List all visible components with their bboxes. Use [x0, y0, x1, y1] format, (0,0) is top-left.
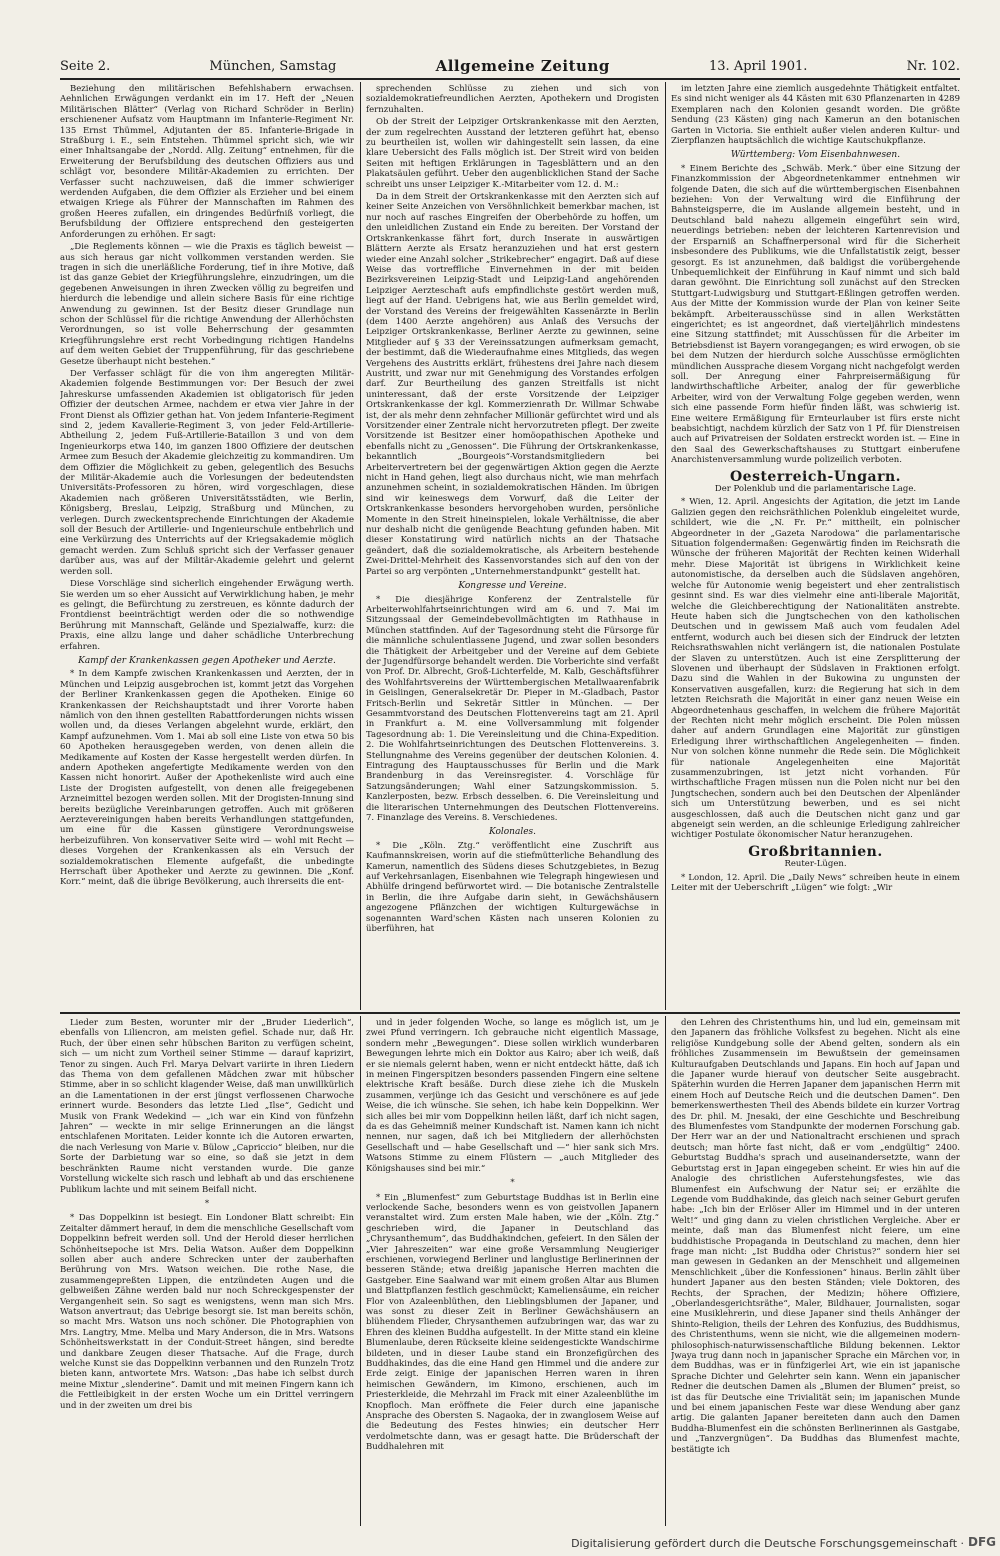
column-1 — [60, 84, 354, 1008]
feuilleton-column-1 — [60, 1018, 354, 1526]
digitization-footer — [0, 1530, 1000, 1556]
funding-notice: Digitalisierung gefördert durch die Deutsche Forschungsgemeinschaft · — [571, 1537, 964, 1550]
column-3 — [671, 84, 960, 1008]
section-heading: Württemberg: Vom Eisenbahnwesen. — [730, 150, 901, 161]
article-paragraph: Ob der Streit der Leipziger Ortskrankenkasse mit den Aerzten, der zum regelrechten Ausstand der letzteren geführt hat, ebenso zu beurtheilen ist, wollen wir dahingestellt sein lassen, da eine klare Uebersicht des Falls möglich ist. Der Streit wird von beiden Seiten mit heftigen Erklärungen in Tagesblättern und an den Plakatsäulen geführt. Ueber den augenblicklichen Stand der Sache schreibt uns unser Leipziger K.-Mitarbeiter vom 12. d. M.: — [366, 117, 659, 190]
article-paragraph: den Lehren des Christenthums hin, und lud ein, gemeinsam mit den Japanern das fröhliche Volksfest zu begehen. Nicht als eine religiöse Kundgebung solle der Abend gelten, sondern als ein fröhliches Zusammensein im Bewußtsein der gemeinsamen Kulturaufgaben Deutschlands und Japans. Ein hoch auf Japan und die Japaner wurde hierauf von deutscher Seite ausgebracht. Späterhin wurden die Herren Japaner dem japanischen Herrn mit einem Hoch auf Deutsche Reich und die deutschen Damen“. Den bemerkenswerthesten Theil des Abends bildete ein kurzer Vortrag des Dr. phil. M. Jnesaki, der eine Geschichte und Beschreibung des Blumenfestes vom Standpunkte der modernen Forschung gab. Der Herr war an der und Nationaltracht erschienen und sprach deutsch; man hörte fast nicht, daß er vom „endgültig“ 2400. Geburtstag Buddha's sprach und auseinandersetzte, wann der Geburtstag erst in Japan eingegeben scheint. Er wies hin auf die Analogie des christlichen Auferstehungsfestes, wie das Blumenfest ein Aufschwung der Natur sei; er erzählte die Legende vom Buddhakinde, das gleich nach seiner Geburt gerufen habe: „Ich bin der Erlöser Aller im Himmel und in der unteren Welt!“ und ging dann zu vielen christlichen Vergleiche. Aber er meinte, daß man das Blumenfest nicht feiere, um eine buddhistische Propaganda in Deutschland zu machen, denn hier frage man nicht: „Ist Buddha oder Christus?“ sondern hier sei man gewesen in Gedanken an der Menschheit und allgemeinen Menschlichkeit „über die Konfessionen“ hinaus. Berlin zählt über hundert Japaner aus den besten Ständen; viele Doktoren, des Rechts, der Sprachen, der Medizin; höhere Offiziere, „Oberlandesgerichtsräthe“, Maler, Bildhauer, Journalisten, sogar eine Musiklehrerin, und diese Japaner sind theils Anhänger der Shinto-Religion, theils der Lehren des Konfuzius, des Buddhismus, des Christenthums, wenn sie nicht, wie die allgemeinen modern-philosophisch-naturwissenschaftliche Bildung bekennen. Lektor Jwaya trug dann noch in japanischer Sprache ein Märchen vor, in dem Buddhas, was er in fünfzigerlei Art, wie ein ist japanische Sprache Dichter und Gelehrter sein kann. Wenn ein japanischer Redner die deutschen Damen als „Blumen der Blumen“ preist, so ist das für Deutsche eine Trivialität sein; im japanischen Munde und bei einem japanischen Feste war diese Wendung aber ganz artig. Die galanten Japaner bereiteten dann auch den Damen Buddha-Blumenfest ein die schönsten Berlinerinnen als Gastgabe, und „Tanzvergnügen“. Da Buddhas das Blumenfest machte, bestätigte ich — [671, 1018, 960, 1455]
article-paragraph: Der Verfasser schlägt für die von ihm angeregten Militär-Akademien folgende Bestimmungen vor: Der Besuch der zwei Jahreskurse umfassenden Akademien ist obligatorisch für jeden Offizier der deutschen Armee, nachdem er etwa vier Jahre in der Front Dienst als Offizier gethan hat. Von jedem Infanterie-Regiment sind 2, jedem Kavallerie-Regiment 3, von jeder Feld-Artillerie-Abtheilung 2, jedem Fuß-Artillerie-Bataillon 3 und von dem Ingenieurkorps etwa 140, im ganzen 1800 Offiziere der deutschen Armee zum Besuch der Akademie gleichzeitig zu kommandiren. Um dem Offizier die Möglichkeit zu geben, gelegentlich des Besuchs der Militär-Akademie auch die Vorlesungen der bedeutendsten Universitäts-Professoren zu hören, wird vorgeschlagen, diese Akademien nach größeren Universitätsstädten, wie Berlin, Königsberg, Breslau, Leipzig, Straßburg und München, zu verlegen. Durch zweckentsprechende Einrichtungen der Akademie soll der Besuch der Artillerie- und Ingenieurschule entbehrlich und eine Verkürzung des Unterrichts auf der Kriegsakademie möglich gemacht werden. Zum Schluß spricht sich der Verfasser genauer darüber aus, was auf der Militär-Akademie gelehrt und gelernt werden soll. — [60, 368, 354, 577]
article-paragraph: * In dem Kampfe zwischen Krankenkassen und Aerzten, der in München und Leipzig ausgebrochen ist, kommt jetzt das Vorgehen der Berliner Krankenkassen gegen die Apotheken. Einige 60 Krankenkassen der Reichshauptstadt und ihrer Vororte haben nämlich von den ihnen gestellten Rabattforderungen nichts wissen wollen und, da dieses Verlangen abgelehnt wurde, erklärt, den Kampf aufzunehmen. Vom 1. Mai ab soll eine Liste von etwa 50 bis 60 Apotheken herausgegeben werden, von denen allein die Medikamente auf Kosten der Kasse hergestellt werden dürfen. In andern Apotheken angefertigte Medikamente werden von den Kassen nicht honorirt. Außer der Apothekenliste wird auch eine Liste der Drogisten aufgestellt, von denen alle freigegebenen Arzneimittel bezogen werden sollen. Mit der Drogisten-Innung sind bereits bezügliche Vereinbarungen getroffen. Auch mit größeren Aerztevereinigungen haben bereits Verhandlungen stattgefunden, um eine für die Kassen günstigere Verordnungsweise herbeizuführen. Von konservativer Seite wird — wohl mit Recht — dieses Vorgehen der Krankenkassen als ein Versuch der sozialdemokratischen Elemente aufgefaßt, die unbedingte Herrschaft über Apotheker und Aerzte zu gewinnen. Die „Konf. Korr.“ meint, daß die übrige Bevölkerung, auch ihrerseits die ent- — [60, 669, 354, 888]
issue-number: Nr. 102. — [906, 58, 960, 74]
article-paragraph: * Wien, 12. April. Angesichts der Agitation, die jetzt im Lande Galizien gegen den reichsräthlichen Polenklub eingeleitet wurde, schildert, wie die „N. Fr. Pr.“ mittheilt, ein polnischer Abgeordneter in der „Gazeta Narodowa“ die parlamentarische Situation folgendermaßen: Gegenwärtig finden im Reichsrath die Wünsche der früheren Majorität der Rechten keinen Widerhall mehr. Diese Majorität ist übrigens in Wirklichkeit keine autonomistische, da derselben auch die Südslaven angehören, welche für Autonomie wenig begeistert und eher zentralistisch gesinnt sind. Es war dies vielmehr eine anti-liberale Majorität, welche die Gleichberechtigung der Nationalitäten anstrebte. Heute haben sich die Jungtschechen von den katholischen Deutschen und in gewissem Maß auch vom feudalen Adel entfernt, wodurch auch bei diesen sich der Eindruck der letzten Reichsrathswahlen nicht verlängern ist, die nationalen Postulate der Slaven zu unterstützen. Auch ist eine Zersplitterung der Slovenen und überhaupt der Südslaven in Fraktionen erfolgt. Dazu sind die Wahlen in der Bukowina zu ungunsten der Konservativen ausgefallen, kurz: die Regierung hat sich in dem letzten Reichsrath die Majorität in einer ganz neuen Weise ein Abgeordnetenhaus geschaffen, in welchem die frühere Majorität der Rechten nicht mehr möglich erscheint. Die Polen müssen daher auf andern Grundlagen eine Majorität zur günstigen Erledigung ihrer wirthschaftlichen Angelegenheiten — finden. Nur von solchen könne nunmehr die Rede sein. Die Möglichkeit für nationale Angelegenheiten eine Majorität zusammenzubringen, ist jetzt nicht vorhanden. Für wirthschaftliche Fragen müssen nun die Polen nicht nur bei den Jungtschechen, sondern auch bei den Deutschen der Alpenländer sich um Unterstützung bewerben, und es sei nicht ausgeschlossen, daß auch die Deutschen nicht ganz und gar abgeneigt sein werden, an die schleunige Erledigung zahlreicher wichtiger Postulate ökonomischer Natur heranzugehen. — [671, 497, 960, 841]
feuilleton-divider-rule — [60, 1012, 960, 1014]
article-paragraph: Beziehung den militärischen Befehlshabern erwachsen. Aehnlichen Erwägungen verdankt ein im 17. Heft der „Neuen Militärischen Blätter“ (Verlag von Richard Schröder in Berlin) erschienener Aufsatz vom Hauptmann im Infanterie-Regiment Nr. 135 Ernst Thümmel, Adjutanten der 85. Infanterie-Brigade in Straßburg i. E., sein Entstehen. Thümmel spricht sich, wie wir einer Inhaltsangabe der „Nordd. Allg. Zeitung“ entnehmen, für die Erweiterung der Berufsbildung des deutschen Offiziers aus und schlägt vor, besondere Militär-Akademien zu errichten. Der Verfasser sucht nachzuweisen, daß die immer schwieriger werdenden Aufgaben, die dem Offizier als Erzieher und bei einem etwaigen Kriege als Führer der Mannschaften im Rahmen des großen Heeres zufallen, ein dringendes Bedürfniß vorliegt, die Berufsbildung der Offiziere entsprechend den gesteigerten Anforderungen zu erhöhen. Er sagt: — [60, 84, 354, 240]
article-paragraph: * London, 12. April. Die „Daily News“ schreiben heute in einem Leiter mit der Ueberschrift „Lügen“ wie folgt: „Wir — [671, 872, 960, 894]
column-divider-4 — [665, 1016, 666, 1526]
article-paragraph: * Die diesjährige Konferenz der Zentralstelle für Arbeiterwohlfahrtseinrichtungen wird am 6. und 7. Mai im Sitzungssaal der Gemeindebevollmächtigten im Rathhause in München stattfinden. Auf der Tagesordnung steht die Fürsorge für die männliche schulentlassene Jugend, und zwar sollen besonders die Thätigkeit der Arbeitgeber und der Vereine auf dem Gebiete der Jugendfürsorge behandelt werden. Die Vorberichte sind verfaßt von Prof. Dr. Albrecht, Groß-Lichterfelde, M. Kalb, Geschäftsführer des Wohlfahrtsvereins der Württembergischen Metallwaarenfabrik in Geislingen, Generalsekretär Dr. Pieper in M.-Gladbach, Pastor Fritsch-Berlin und Sekretär Sittler in München. — Der Gesammtvorstand des Deutschen Flottenvereins tagt am 21. April in Frankfurt a. M. eine Vollversammlung mit folgender Tagesordnung ab: 1. Die Vereinsleitung und die China-Expedition. 2. Die Wohlfahrtseinrichtungen des Deutschen Flottenvereins. 3. Stellungnahme des Vereins gegenüber der deutschen Kolonien. 4. Eintragung des Hauptausschusses für Berlin und die Mark Brandenburg in das Vereinsregister. 4. Vorschläge für Satzungsänderungen; Wahl einer Satzungskommission. 5. Kanzlerposten, bezw. Erbsch desselben. 6. Die Vereinsleitung und die literarischen Unternehmungen des Deutschen Flottenvereins. 7. Finanzlage des Vereins. 8. Verschiedenes. — [366, 594, 659, 824]
dfg-logo: DFG — [967, 1535, 996, 1549]
newspaper-title: Allgemeine Zeitung — [435, 57, 610, 75]
country-heading: Oesterreich-Ungarn. — [729, 468, 902, 485]
article-paragraph: Da in dem Streit der Ortskrankenkasse mit den Aerzten sich auf keiner Seite Anzeichen von Versöhnlichkeit bemerkbar machen, ist nur noch auf rasches Eingreifen der Oberbehörde zu hoffen, um den unleidlichen Zustand ein Ende zu bereiten. Der Vorstand der Ortskrankenkasse fährt fort, durch Inserate in auswärtigen Blättern Aerzte als Ersatz heranzuziehen und hat erst gestern wieder eine Anzahl solcher „Strikebrecher“ engagirt. Daß auf diese Weise das vortreffliche Einvernehmen in der mit beiden Bezirksvereinen Leipzig-Stadt und Leipzig-Land angehörenden Leipziger Aerzteschaft aufs empfindlichste gestört werden muß, liegt auf der Hand. Uebrigens hat, wie aus Berlin gemeldet wird, der Vorstand des Vereins der freigewählten Kassenärzte in Berlin (dem 1400 Aerzte angehören) aus Anlaß des Versuchs der Leipziger Ortskrankenkasse, Berliner Aerzte zu gewinnen, seine Mitglieder auf § 33 der Vereinssatzungen aufmerksam gemacht, der bestimmt, daß die Wiederaufnahme eines Mitglieds, das wegen Vergehens des Austritts erklärt, frühestens drei Jahre nach diesem Austritt, und zwar nur mit Genehmigung des Vorstandes erfolgen darf. Zur Beurtheilung des ganzen Streitfalls ist nicht uninteressant, daß der erste Vorsitzende der Leipziger Ortskrankenkasse der kgl. Kommerzienrath Dr. Willmar Schwabe ist, der als mehr denn zehnfacher Millionär gefürchtet wird und als Vorsitzender einer Zentrale nicht hervorzutreten pflegt. Der zweite Vorsitzende ist Besitzer einer homöopathischen Apotheke und ebenfalls nicht zu „Genossen“. Die Führung der Ortskrankenkasse, bekanntlich „Bourgeois“-Vorstandsmitgliedern bei Arbeitervertretern bei der gegenwärtigen Aktion gegen die Aerzte nicht in Hand gehen, liegt also durchaus nicht, wie man mehrfach anzunehmen scheint, in sozialdemokratischen Händen. Im übrigen sind wir keineswegs dem Vorwurf, daß die Leiter der Ortskrankenkasse besonders hervorgehoben wurden, persönliche Momente in den Streit hineinspielen, lokale Verhältnisse, die aber nur deshalb nicht die genügende Beachtung gefunden haben. Mit dieser Konstatirung wird natürlich nichts an der Thatsache geändert, daß die sozialdemokratische, als Arbeitern bestehende Zwei-Drittel-Mehrheit des Kassenvorstandes sich auf den von der Partei so arg verpönten „Unternehmerstandpunkt“ gestellt hat. — [366, 192, 659, 577]
sub-heading: Reuter-Lügen. — [784, 859, 847, 870]
page-header — [60, 56, 960, 76]
issue-date: 13. April 1901. — [709, 58, 808, 74]
column-divider-1 — [360, 82, 361, 1010]
article-paragraph: Diese Vorschläge sind sicherlich eingehender Erwägung werth. Sie werden um so eher Aussicht auf Verwirklichung haben, je mehr es gelingt, die Befürchtung zu zerstreuen, es könnte dadurch der Frontdienst beeinträchtigt werden oder die so nothwendige Berührung mit Mannschaft, Gelände und Spezialwaffe, kurz: die Praxis, eine allzu lange und daher schädliche Unterbrechung erfahren. — [60, 579, 354, 652]
column-2 — [366, 84, 659, 1008]
article-paragraph: im letzten Jahre eine ziemlich ausgedehnte Thätigkeit entfaltet. Es sind nicht weniger als 44 Kästen mit 630 Pflanzenarten in 4289 Exemplaren nach den Kolonien gesandt worden. Die größte Sendung (23 Kästen) ging nach Kamerun an den botanischen Garten in Victoria. Sie enthielt außer vielen anderen Kultur- und Zierpflanzen hauptsächlich die wichtige Kautschukpflanze. — [671, 84, 960, 147]
article-quote: „Die Reglements können — wie die Praxis es täglich beweist — aus sich heraus gar nicht vollkommen verstanden werden. Sie tragen in sich die unerläßliche Forderung, tief in ihre Motive, daß ist das ganze Gebiet der Kriegführungslehre, einzudringen, um die gegebenen Anweisungen in ihren Zwecken völlig zu begreifen und hierdurch die lebendige und allein sichere Basis für eine richtige Anwendung zu gewinnen. Ist der Besitz dieser Grundlage nun schon der Schlüssel für die richtige Anwendung der Allerhöchsten Verordnungen, so ist volle Beherrschung der gesammten Kriegführungslehre erst recht Vorbedingung richtigen Handelns auf dem weiten Gebiet der Truppenführung, für das geschriebene Gesetze überhaupt nicht bestehen.“ — [60, 242, 354, 367]
section-heading: Kolonales. — [488, 827, 537, 838]
article-paragraph: Lieder zum Besten, worunter mir der „Bruder Liederlich“, ebenfalls von Liliencron, am meisten gefiel. Schade nur, daß Hr. Ruch, der über einen sehr hübschen Bariton zu verfügen scheint, sich — um nicht zum Vortheil seiner Stimme — darauf kaprizirt, Tenor zu singen. Auch Frl. Marya Delvart variirte in ihren Liedern das Thema von dem gefallenen Mädchen zwar mit hübscher Stimme, aber in so schlicht klagender Weise, daß man unwillkürlich an die Lamentationen in der erst jüngst verflossenen Charwoche erinnert wurde. Besonders das letzte Lied „Ilse“, Gedicht und Musik von Frank Wedekind — „ich war ein Kind von fünfzehn Jahren“ — weckte in mir selige Erinnerungen an die längst entschlafenen Moritaten. Leider konnte ich die Autoren erwarten, die nach Verlesung von Marie v. Bülow „Capriccio“ bleiben, nur die Sorte der Darbietung war so eine, so daß sie jetzt in dem beschränkten Raume nicht verstanden wurde. Die ganze Vorstellung wickelte sich rasch und lebhaft ab und das erschienene Publikum lachte und mit seinem Beifall nicht. — [60, 1018, 354, 1195]
article-paragraph: * Einem Berichte des „Schwäb. Merk.“ über eine Sitzung der Finanzkommission der Abgeordnetenkammer entnehmen wir folgende Daten, die sich auf die württembergischen Eisenbahnen beziehen: Von der Verwaltung wird die Einführung der Bahnsteigsperre, die im Auslande allgemein besteht, und in Deutschland bald nahezu allgemein eingeführt sein wird, neuerdings betrieben: neben der leichteren Kartenrevision und der Ersparniß an Schaffnerpersonal wird für die Sicherheit insbesondere des Publikums, wie die Unfallstatistik zeigt, besser gesorgt. Es ist anzunehmen, daß baldigst die vorübergehende Unbequemlichkeit der Einführung in Kauf nimmt und sich bald daran gewöhnt. Die Einrichtung soll zunächst auf den Strecken Stuttgart-Ludwigsburg und Stuttgart-Eßlingen getroffen werden. Aus der Mitte der Kommission wurde der Plan von keiner Seite bekämpft. Arbeiterausschüsse sind in allen Werkstätten eingerichtet; es ist angeordnet, daß vierteljährlich mindestens eine Sitzung stattfindet; mit Ausschüssen für die Arbeiter im Betriebsdienst ist Bayern vorangegangen; es wird erwogen, ob sie bei dem Nutzen der hierdurch solche Ausschüsse ermöglichten mündlichen Aussprache diesem Vorgang nicht nachgefolgt werden soll. Der Anregung einer Fahrpreisermäßigung für landwirthschaftliche Arbeiter, analog der für gewerbliche Arbeiter, wird von der Verwaltung Folge gegeben werden, wenn sich eine passende Form hiefür finden läßt, was schwierig ist. Eine weitere Ermäßigung für Ernteurlauber ist fürs erste nicht beabsichtigt, nachdem kürzlich der Satz von 1 Pf. für Dienstreisen auch auf Privatreisen der Soldaten erstreckt worden ist. — Eine in den Saal des Gewerkschaftshauses zu Stuttgart einberufene Anarchistenversammlung wurde polizeilich verboten. — [671, 163, 960, 466]
article-paragraph: * Ein „Blumenfest“ zum Geburtstage Buddhas ist in Berlin eine verlockende Sache, besonders wenn es von geistvollen Japanern veranstaltet wird. Zum ersten Male haben, wie der „Köln. Ztg.“ geschrieben wird, die Japaner in Deutschland das „Chrysanthemum“, das Buddhakindchen, gefeiert. In den Sälen der „Vier Jahreszeiten“ war eine große Versammlung Neugieriger erschienen, vorwiegend Berliner und langlustige Berlinerinnen der besseren Stände; etwa dreißig japanische Herren machten die Gastgeber. Eine Saalwand war mit einem großen Altar aus Blumen und Blattpflanzen festlich geschmückt; Kameliensäume, ein reicher Flor von Azaleenblüthen, den Lieblingsblumen der Japaner, und was sonst zu dieser Zeit in Berliner Gewächshäusern an blühendem Flieder, Chrysanthemen aufzubringen war, das war zu Ehren des kleinen Buddha aufgestellt. In der Mitte stand ein kleine Blumenlaube, deren Rückseite kleine seidengestickte Wandschirme bildeten, und in dieser Laube stand ein Bronzefigürchen des Buddhakindes, das die eine Hand gen Himmel und die andere zur Erde zeigt. Einige der japanischen Herren waren in ihren heimischen Gewändern, im Kimono, erschienen, auch im Priesterkleide, die Mehrzahl im Frack mit einer Azaleenblüthe im Knopfloch. Man eröffnete die Feier durch eine japanische Ansprache des Obersten S. Nagaoka, der in zwanglosem Weise auf die Bedeutung des Festes hinwies; ein deutscher Herr verdolmetschte dann, was er gesagt hatte. Die Brüderschaft der Buddhalehren mit — [366, 1192, 659, 1453]
sub-heading: Der Polenklub und die parlamentarische Lage. — [714, 484, 917, 495]
place-and-day: München, Samstag — [209, 58, 337, 74]
column-divider-2 — [665, 82, 666, 1010]
column-divider-3 — [360, 1016, 361, 1526]
page-number: Seite 2. — [60, 58, 111, 74]
article-paragraph: und in jeder folgenden Woche, so lange es möglich ist, um je zwei Pfund verringern. Ich gebrauche nicht eigentlich Massage, sondern mehr „Bewegungen“. Diese sollen wirklich wunderbaren Bewegungen lehrte mich ein Doktor aus Kairo; aber ich weiß, daß er sie niemals gelernt haben, wenn er nicht entdeckt hätte, daß ich in meinen Fingerspitzen besonders passenden Fingern eine seltene elektrische Kraft besäße. Durch diese ziehe ich die Muskeln zusammen, verjünge ich das Gesicht und verschönere es auf jede Weise, die ich wünsche. Sie sehen, ich habe kein Doppelkinn. Wer sich alles bei mir vom Doppelkinn heilen läßt, darf ich nicht sagen, da es das Geheimniß meiner Kundschaft ist. Namen kann ich nicht nennen, nur sagen, daß ich bei Mitgliedern der allerhöchsten Gesellschaft und — habe Gesellschaft und —“ hier sank sich Mrs. Watsons Stimme zu einem Flüstern — „auch Mitglieder des Königshauses sind bei mir.“ — [366, 1018, 659, 1174]
header-rule — [60, 78, 960, 80]
article-paragraph: * Das Doppelkinn ist besiegt. Ein Londoner Blatt schreibt: Ein Zeitalter dämmert herauf, in dem die menschliche Gesellschaft vom Doppelkinn befreit werden soll. Und der Herold dieser herrlichen Schönheitsepoche ist Mrs. Delia Watson. Außer dem Doppelkinn sollen aber auch andere Schrecken unter der zauberhaften Berührung von Mrs. Watson weichen. Die rothe Nase, die zusammengepreßten Lippen, die entzündeten Augen und die gelbweißen Zähne werden bald nur noch Schreckgespenster der Vergangenheit sein. So sagt es wenigstens, wenn man sich Mrs. Watson anvertraut; das Uebrige besorgt sie. Ist man bereits schön, so macht Mrs. Watson uns noch schöner. Die Photographien von Mrs. Langtry, Mme. Melba und Mary Anderson, die in Mrs. Watsons Schönheitswerkstatt in der Conduit-Street hängen, sind beredte und dankbare Zeugen dieser Thatsache. Auf die Frage, durch welche Kunst sie das Doppelkinn verbannen und den Runzeln Trotz bieten kann, antwortete Mrs. Watson: „Das habe ich selbst durch meine Mixtur „slenderine“. Damit und mit meinen Fingern kann ich die Fettleibigkeit in der ersten Woche um ein Drittel verringern und in der zweiten um drei bis — [60, 1213, 354, 1411]
feuilleton-column-3 — [671, 1018, 960, 1526]
section-heading: Kampf der Krankenkassen gegen Apotheker und Aerzte. — [78, 655, 336, 666]
country-heading: Großbritannien. — [748, 843, 883, 860]
article-paragraph: sprechenden Schlüsse zu ziehen und sich von sozialdemokratiefreundlichen Aerzten, Apothekern und Drogisten fernzuhalten. — [366, 84, 659, 115]
feuilleton-column-2 — [366, 1018, 659, 1526]
separator-star: * — [510, 1178, 515, 1189]
article-paragraph: * Die „Köln. Ztg.“ veröffentlicht eine Zuschrift aus Kaufmannskreisen, worin auf die stiefmütterliche Behandlung des Kamerun, namentlich des Südens dieses Schutzgebietes, in Bezug auf Verkehrsanlagen, Eisenbahnen wie Telegraph hingewiesen und Abhülfe dringend befürwortet wird. — Die botanische Zentralstelle in Berlin, die ihre Aufgabe darin sieht, in Gewächshäusern angezogene Pflänzchen der wichtigen Kulturgewächse in sogenannten Ward'schen Kästen nach unseren Kolonien zu überführen, hat — [366, 840, 659, 935]
separator-star: * — [204, 1198, 210, 1209]
section-heading: Kongresse und Vereine. — [458, 581, 567, 592]
